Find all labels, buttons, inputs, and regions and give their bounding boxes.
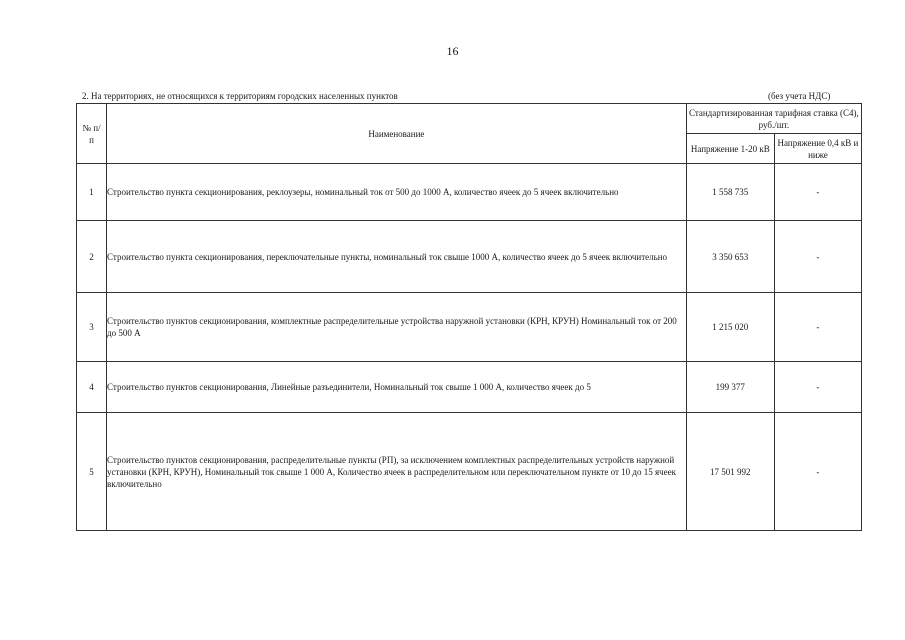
header-num: № п/п	[77, 104, 107, 164]
row-rate-0-4kv: -	[774, 293, 861, 362]
row-rate-0-4kv: -	[774, 221, 861, 293]
row-rate-0-4kv: -	[774, 413, 861, 531]
table-row	[77, 413, 862, 531]
row-name: Строительство пункта секционирования, реклоузеры, номинальный ток от 500 до 1000 А, количество ячеек до 5 ячеек включительно	[107, 164, 687, 221]
header-voltage-0-4: Напряжение 0,4 кВ и ниже	[774, 134, 861, 164]
row-rate-0-4kv: -	[774, 362, 861, 413]
row-rate-0-4kv: -	[774, 164, 861, 221]
table-caption: 2. На территориях, не относящихся к территориям городских населенных пунктов	[82, 91, 398, 101]
row-rate-1-20kv: 1 558 735	[686, 164, 774, 221]
table-row	[77, 221, 862, 293]
row-name: Строительство пунктов секционирования, Линейные разъединители, Номинальный ток свыше 1 000 А, количество ячеек до 5	[107, 362, 687, 413]
row-name: Строительство пункта секционирования, переключательные пункты, номинальный ток свыше 1000 А, количество ячеек до 5 ячеек включительно	[107, 221, 687, 293]
vat-note: (без учета НДС)	[768, 91, 831, 101]
row-rate-1-20kv: 1 215 020	[686, 293, 774, 362]
row-number: 4	[77, 362, 107, 413]
page-number: 16	[446, 44, 459, 58]
row-name: Строительство пунктов секционирования, комплектные распределительные устройства наружной установки (КРН, КРУН) Номинальный ток от 200 до 500 А	[107, 293, 687, 362]
row-number: 3	[77, 293, 107, 362]
header-rate-group: Стандартизированная тарифная ставка (С4), руб./шт.	[686, 104, 861, 134]
header-voltage-1-20: Напряжение 1-20 кВ	[686, 134, 774, 164]
row-name: Строительство пунктов секционирования, распределительные пункты (РП), за исключением комплектных распределительных устройств наружной установки (КРН, КРУН), Номинальный ток свыше 1 000 А, Количество ячеек в распределительном или переключательном пункте от 10 до 15 ячеек включительно	[107, 413, 687, 531]
table-row	[77, 362, 862, 413]
table-row	[77, 293, 862, 362]
row-number: 2	[77, 221, 107, 293]
row-number: 1	[77, 164, 107, 221]
tariff-table	[76, 103, 862, 531]
row-rate-1-20kv: 17 501 992	[686, 413, 774, 531]
row-rate-1-20kv: 3 350 653	[686, 221, 774, 293]
row-number: 5	[77, 413, 107, 531]
header-name: Наименование	[107, 104, 687, 164]
table-row	[77, 164, 862, 221]
row-rate-1-20kv: 199 377	[686, 362, 774, 413]
